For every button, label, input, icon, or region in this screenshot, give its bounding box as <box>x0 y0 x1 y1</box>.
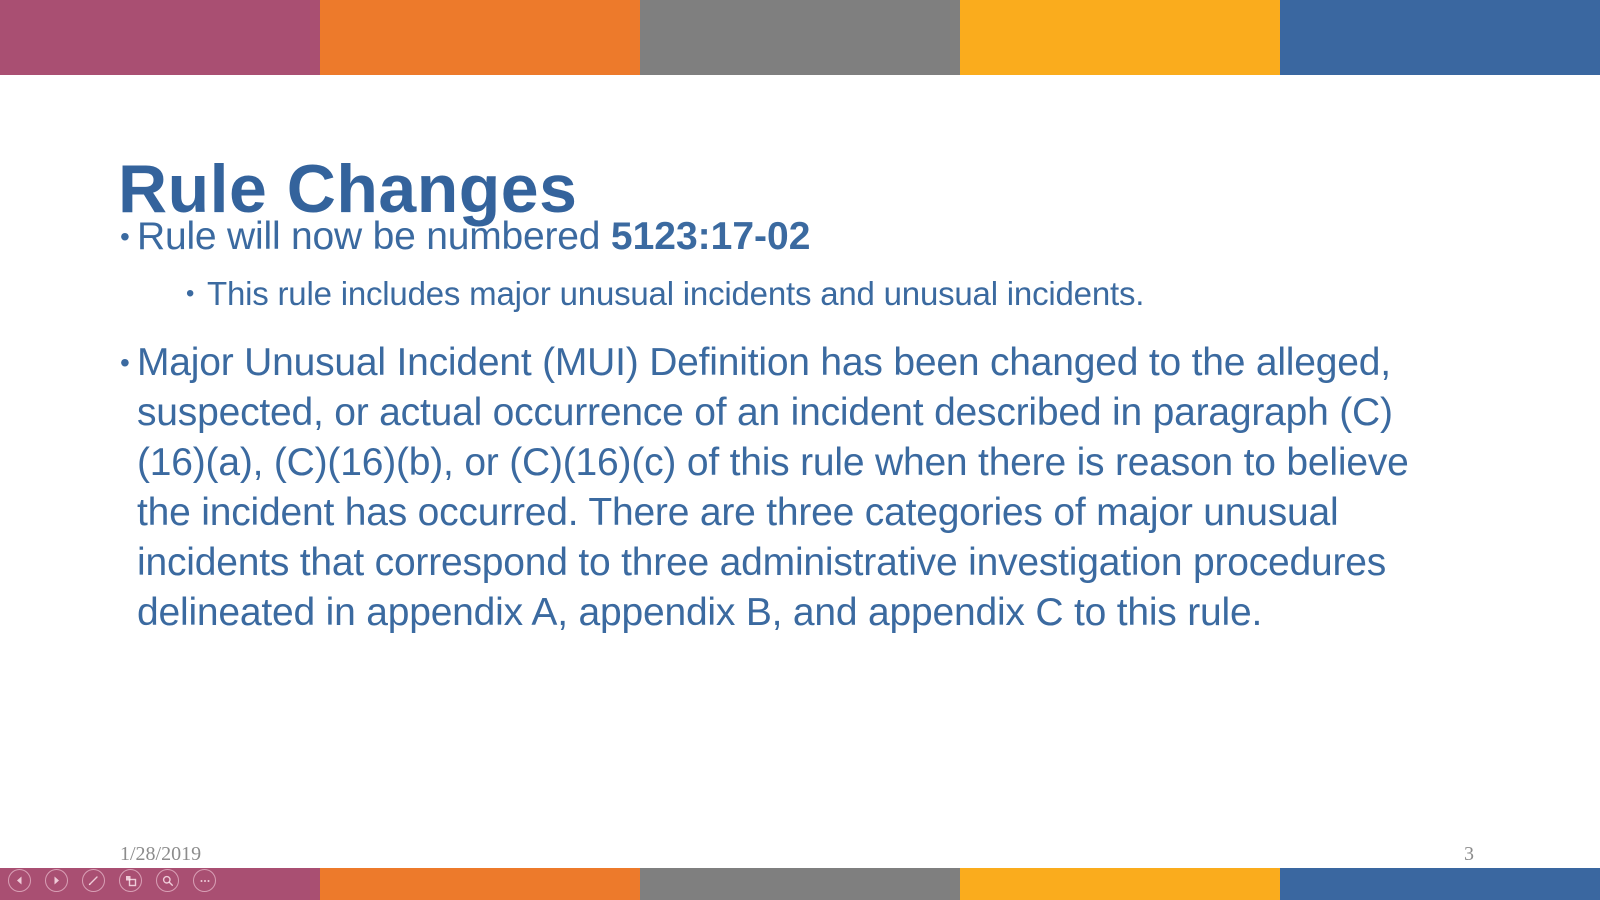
stripe-2 <box>320 0 640 75</box>
bullet-text: Major Unusual Incident (MUI) Definition has been changed to the alleged, suspected, or actual occurrence of an incident described in paragraph (C)(16)(a), (C)(16)(b), or (C)(16)(c) of this rule when there is reason to believe the incident has occurred. There are three categories of major unusual incidents that correspond to three administrative investigation procedures delineated in appendix A, appendix B, and appendix C to this rule. <box>137 341 1409 634</box>
zoom-slide-button[interactable] <box>156 869 179 892</box>
bullet-dot-icon: • <box>120 221 130 252</box>
left-arrow-icon <box>14 875 25 886</box>
footer-date: 1/28/2019 <box>120 843 202 865</box>
bullet-rule-number <box>120 212 1435 262</box>
stripe-3 <box>640 868 960 900</box>
magnifier-icon <box>162 875 174 887</box>
stripe-4 <box>960 868 1280 900</box>
sub-bullet-rule-scope <box>186 272 1435 316</box>
top-color-stripe-bar <box>0 0 1600 75</box>
ellipsis-icon <box>199 875 211 887</box>
stripe-4 <box>960 0 1280 75</box>
pen-icon <box>88 875 99 886</box>
right-arrow-icon <box>51 875 62 886</box>
slides-grid-icon <box>125 875 137 887</box>
bottom-color-stripe-bar <box>0 868 1600 900</box>
pen-tools-button[interactable] <box>82 869 105 892</box>
bullet-dot-icon: • <box>186 280 195 307</box>
more-options-button[interactable] <box>193 869 216 892</box>
rule-number: 5123:17-02 <box>610 215 811 258</box>
bullet-text: Rule will now be numbered 5123:17-02 <box>137 215 811 258</box>
stripe-2 <box>320 868 640 900</box>
slide-body <box>120 212 1435 638</box>
stripe-1 <box>0 0 320 75</box>
previous-slide-button[interactable] <box>8 869 31 892</box>
slide-page-number: 3 <box>1464 843 1474 865</box>
sub-bullet-text: This rule includes major unusual incidents and unusual incidents. <box>207 275 1145 312</box>
stripe-5 <box>1280 868 1600 900</box>
presenter-controls-toolbar <box>8 869 216 892</box>
see-all-slides-button[interactable] <box>119 869 142 892</box>
bullet-dot-icon: • <box>120 347 130 378</box>
stripe-5 <box>1280 0 1600 75</box>
bullet-mui-definition <box>120 338 1435 638</box>
next-slide-button[interactable] <box>45 869 68 892</box>
stripe-3 <box>640 0 960 75</box>
slide-title: Rule Changes <box>118 150 578 227</box>
